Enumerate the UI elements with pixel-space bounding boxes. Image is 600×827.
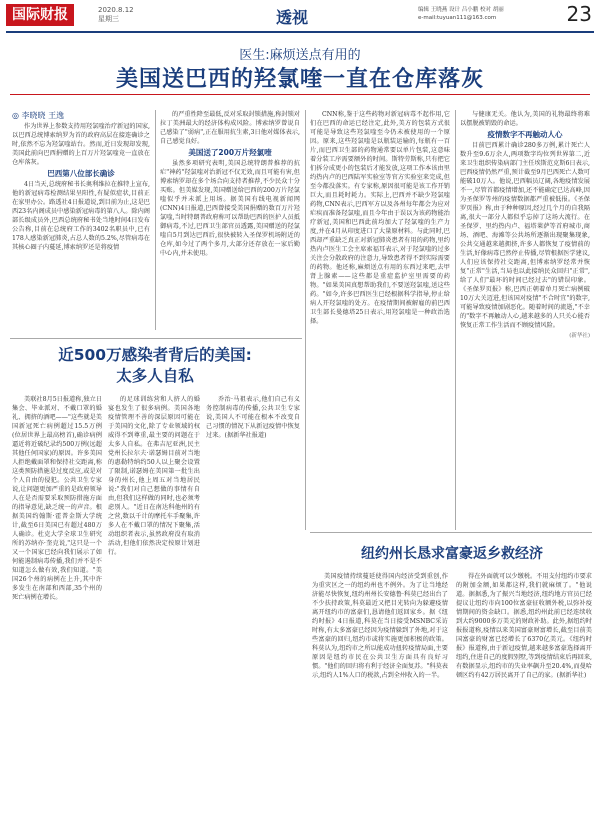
header-rule (6, 31, 594, 33)
email-text: e-mail:tuyuan111@163.com (418, 15, 497, 21)
main-body-2b: 虽然多项研究表明,美国总统特朗普推荐的抗疟"神药"羟氯喹对治新冠不仅无效,而且可能有害,但博索纳罗却在多个场合向支持者推荐,不少民众十分买账。但美媒发现,美国赠送给巴西的200万片羟氯喹似乎并未派上用场。据美国有线电视新闻网(CNN)4日报道,巴西曾接受美国捐赠的数百万片羟氯喹,当时特朗普政府称可以帮助巴西的医护人员抵御病毒,不过,巴西卫生部官员透露,美国赠送的羟氯喹自5月到达巴西后,很快被转入圣保罗机场附近的仓库,如今过了两个多月,大部分还存放在一家后勤中心内,并未使用。 (160, 160, 300, 257)
main-column-2 (160, 110, 300, 260)
story3-body-1: 美国疫情持续蔓延使得国内经济受到重创,作为重灾区之一的纽约州也不例外。为了让当地经济能尽快恢复,纽约州州长安德鲁·科莫已经出台了不少扶持政策,科莫最近又把目光转向为躲避疫情离开纽约市的富豪们,恳请他们返回家乡。据《纽约时报》4日报道,科莫在当日接受MSNBC采访时称,有太多富豪已经因为疫情躲到了外地,对于这些富豪的回归,纽约市或将实施更加积极的政策。科莫认为,纽约市之所以能成功扭转疫情局面,主要原因是纽约市民在公共卫生方面具有良好习惯。"他们的回归将有利于经济全面复苏。"科莫表示,纽约人1%人口的税款,占到全州收入的一半。 (312, 573, 448, 679)
story2-headline-line2: 太多人自私 (116, 367, 194, 385)
story2-column-1 (12, 395, 102, 604)
main-subhead-2: 美国送了200万片羟氯喹 (188, 148, 272, 157)
date-text: 2020.8.12 (98, 6, 134, 14)
page-number: 23 (566, 2, 592, 26)
main-body-1: 4日当天,总统府秘书长奥利维拉在推特上宣布,他的新冠病毒检测结果呈阳性,有疑似症状,目前正在家里办公。路透社4日报道说,到目前为止,这是巴西23名内阁成员中感染新冠病毒的第八人。除内阁部长级成员外,巴西总统府秘书处当地时间4日发布公告称,目前在总统府工作的3402名职员中,已有178人感染新冠肺炎,占总人数的5.2%,尽管病毒在其核心圈子内蔓延,博索纳罗还是将疫情 (12, 181, 150, 251)
masthead (6, 4, 594, 30)
main-column-3 (310, 110, 450, 328)
editors-text: 编辑 王晓燕 设计 吕小鹏 校对 胡丽 (418, 7, 504, 13)
divider (455, 110, 456, 530)
weekday-text: 星期三 (98, 15, 119, 23)
byline: ◎ 李晓晓 王逸 (12, 111, 65, 120)
main-column-1 (12, 122, 150, 254)
main-intro: 作为世界上参数支持用羟氯喹治疗新冠的国家,以巴西总统博索纳罗为首的政府高层在接连确诊之时,依然不忘为羟氯喹站台。然而,近日发现却发现,美国此前向巴西捐赠的上百万片羟氯喹竟一直放在仓库落灰。 (12, 123, 150, 166)
divider (310, 532, 592, 533)
main-body-2: 的严重性降至最低,反对采取封锁措施,称封锁对拉丁美洲最大的经济体构成风险。博索纳罗曾说自己感染了"弱病",正在服用抗生素,3日他对媒体表示,自己感觉良好。 (160, 111, 300, 145)
divider (305, 110, 306, 530)
story3-column-2 (456, 572, 592, 682)
main-body-4: 与健康无关。他认为,美国的礼物最终将难以摆脱被销毁的命运。 (460, 111, 590, 127)
story2-body-1: 美联社8月5日报道称,独立日集会、毕业派对、不戴口罩的婚礼、拥挤的酒吧——"这些就是美国新冠死亡病例超过15.5万例(位居世界上最高榜首),确诊病例逼近将近破纪录约500万例(远超其他任何国家)的原因。许多美国人拒绝戴面罩和保持社交距离,称这类预防措施是过度反应,或是对个人自由的侵犯。公共卫生专家说,让问题更加严重的是政府领导人在是否需要采取预防措施方面的指导意见,缺乏统一的声音。根据美国约翰斯·霍普金斯大学统计,截至6日美国已有超过480万人确诊。杜克大学全球卫生研究所的苏纳亦·奎克说,"这只是一个又一个国家已经向我们展示了如何能遏制病毒传播,我们并不是不知道怎么做有效,我们知道。"美国26个州的病例在上升,其中许多发生在南部和西部,35个州的死亡病例在增长。 (12, 396, 102, 601)
issue-date (98, 6, 134, 24)
section-title: 透视 (276, 8, 309, 27)
main-subhead-3: 疫情数字不再触动人心 (487, 130, 563, 139)
editor-credits (418, 6, 563, 22)
story2-body-2: 的足球训练营和人挤人的婚宴也发生了很多病例。美国各地疫情管理不善的深层原因可能在于美国的文化,除了专业领域的权威得不到尊重,最主要的问题在于太多人自私。在弗吉尼亚洲,民主党州长拉尔夫·诺瑟姆目前对当地的惠勒特纳约50人以上聚会设置了限制,诺瑟姆在美国第一批生出身的州长,他上周五对当地居民说:"我们对自己想做的事情有自由,但我们这样做的同时,也必须考虑别人。"近日在南达科他州的有之营,数以千计的摩托车手聚集,许多人在不戴口罩的情况下聚集,活动组织者表示,虽然政府没有取消活动,但他们依然决定按原计划进行。 (108, 396, 200, 556)
story2-headline (10, 345, 300, 387)
main-body-4b: 目前巴西累计确诊280多万例,累计死亡人数升至9.6万余人,两项数字均位列世界第二,近来卫生组织传染病部门主任埃斯范克斯6日表示,巴西疫情仍然严重,预计截至9月巴西死亡人数可能破10万人。他说,巴西幅员辽阔,各地疫情发展不一,尽管首都疫情增加,还不能确定已达高峰,因为圣保罗等州的疫情数据都严重被低报。《圣保罗页报》称,由于种种原因,经过几个月的自我隔离,很大一部分人都似乎忘掉了这场大流行。在圣保罗、里约热内卢、福塔莱萨等首府城市,商场、酒吧、海滩等公共场所逐渐出现聚集现象,公共交通越来越拥挤,许多人都恢复了疫情前的生活,好像病毒已然停止传播,尽管根据医学建议,人们应该保持社交距离,但博索纳罗经常并恢复"正常"生活,当局也以此接纳民众回归"正常",给了人们"最坏的时间已经过去"的错误印象。《圣保罗页报》称,巴西正朝着单月死亡病例破10万大关迈进,但该国对疫情"不合时宜"的数字,可能导致疫情加剧恶化。随着时间的流逝,"不幸的"数字不再触动人心,越来越多的人只关心能否恢复正常工作生活而不顾疫情风险。 (460, 142, 590, 329)
headline-rule (10, 94, 590, 95)
story2-body-3: 乔治·马祖表示,他们自己有义务控制病毒的传播,公共卫生专家说,美国人不可能在根本不改变自己习惯的情况下从新冠疫情中恢复过来。(据新华社报道) (206, 396, 300, 439)
main-kicker: 医生:麻烦送点有用的 (239, 48, 361, 63)
story3-headline: 纽约州长恳求富豪返乡救经济 (361, 546, 543, 562)
main-body-3: CNN称,鉴于这些药物对新冠病毒不起作用,它们在巴西的命运已经注定,此外,美方的包装方式很可能是导致这些羟氯喹至今仍未被使用的一个原因。原来,这些羟氯喹是以瓶装运输的,每瓶有一百片,而巴西卫生部的药物通常要以单片包装,这意味着分装工序需要额外的时间。斯特劳斯称,只有把它们拆分成更小的包装后才能发放,这项工作本该由里约热内卢的巴西陆军实验室等官方实验室来完成,但至今都没落实。有专家称,原因很可能是该工作开销巨大,而且耗时耗力。实际上,巴西并不缺少羟氯喹药物,CNN表示,巴西军方以及各州每年都会为应对疟疾而准备羟氯喹,而且今年由于误以为该药物能治疗新冠,美国和巴西此前均加大了羟氯喹的生产力度,并在4月从印度进口了大量原材料。与此同时,巴西却严重缺乏真正对新冠肺炎患者有用的药物,里约热内卢医生工会主席索福耳表示,对于羟氯喹的过多关注会分散政府的注意力,导致患者得不到实际需要的药物。他还称,麻烦送点有用的东西过来吧,去甲肾上腺素——这些都是重症监护室里需要的药物。"如果美国真想帮助我们,不要送羟氯喹,送这些药。"如今,许多巴西医生已经根据科学指导,停止给病人开羟氯喹的处方。在疫情期间被解雇的前巴西卫生部长曼德塔25日表示,用羟氯喹是一种政治选择。 (310, 111, 450, 325)
divider (155, 110, 156, 330)
story2-headline-line1: 近500万感染者背后的美国: (58, 346, 252, 364)
main-headline: 美国送巴西的羟氯喹一直在仓库落灰 (115, 67, 484, 92)
story3-body-2: 得在外面就可以少缴税。不用支付纽约市要求的附加金额,如果都这样,我们就麻烦了。"他说道。据据悉,为了振兴当地经济,纽约地方官员已经提议让纽约市向100位富豪征收额外税,以弥补疫情期间的资金缺口。据悉,纽约州此前已经连续收到大约9000多万美元的财政补助。此外,据纽约时报报道称,疫情以来美国富豪财富增长,截至目前美国富豪的财富已经增长了6370亿美元。《纽约时报》报道称,由于新冠疫情,越来越多富豪选择离开纽约,住进自己的度假别墅,等到疫情结束后再回来,有数据显示,纽约市的失业率飙升至20.4%,而曼哈顿区约有42万居民离开了自己的家。(据新华社) (456, 573, 592, 679)
story2-column-2 (108, 395, 200, 559)
story3-column-1 (312, 572, 448, 682)
main-subhead-1: 巴西第八位部长确诊 (47, 169, 115, 178)
source-note: (新华社) (569, 333, 590, 339)
divider (10, 338, 302, 339)
story2-column-3 (206, 395, 300, 442)
newspaper-logo: 国际财报 (6, 4, 74, 26)
main-column-4 (460, 110, 590, 341)
